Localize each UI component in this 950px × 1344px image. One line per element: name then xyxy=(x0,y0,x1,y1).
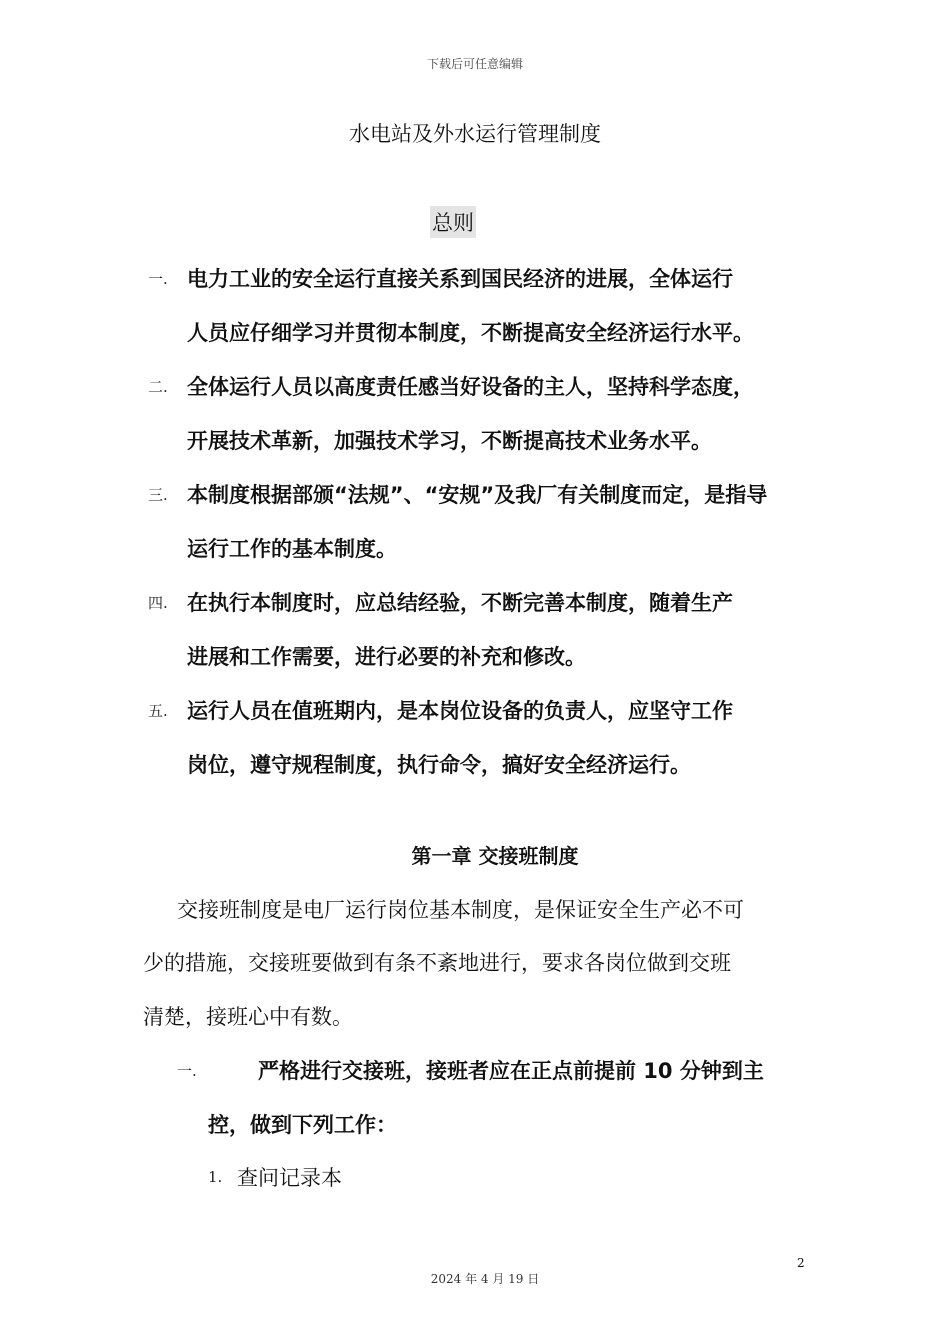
section-heading: 总则 xyxy=(430,206,476,238)
item-line: 人员应仔细学习并贯彻本制度，不断提高安全经济运行水平。 xyxy=(187,321,754,345)
item-line: 电力工业的安全运行直接关系到国民经济的进展，全体运行 xyxy=(187,267,733,291)
item-number: 四. xyxy=(148,594,168,612)
item-number: 1. xyxy=(208,1168,223,1186)
item-number: 一. xyxy=(148,270,168,288)
document-title: 水电站及外水运行管理制度 xyxy=(349,122,601,146)
page-number: 2 xyxy=(797,1256,805,1270)
item-line: 严格进行交接班，接班者应在正点前提前 10 分钟到主 xyxy=(258,1059,764,1083)
paragraph-line: 清楚，接班心中有数。 xyxy=(143,1005,353,1029)
item-line: 运行人员在值班期内，是本岗位设备的负责人，应坚守工作 xyxy=(187,699,733,723)
paragraph-line: 交接班制度是电厂运行岗位基本制度，是保证安全生产必不可 xyxy=(177,898,744,922)
item-line: 进展和工作需要，进行必要的补充和修改。 xyxy=(187,645,586,669)
item-line: 控，做到下列工作： xyxy=(208,1113,397,1137)
paragraph-line: 少的措施，交接班要做到有条不紊地进行，要求各岗位做到交班 xyxy=(143,951,731,975)
item-number: 三. xyxy=(148,486,168,504)
item-line: 在执行本制度时，应总结经验，不断完善本制度，随着生产 xyxy=(187,591,733,615)
item-number: 一. xyxy=(177,1062,197,1080)
chapter-heading: 第一章 交接班制度 xyxy=(411,844,579,868)
item-line: 本制度根据部颁“法规”、“安规”及我厂有关制度而定，是指导 xyxy=(187,483,768,507)
footer-date: 2024 年 4 月 19 日 xyxy=(430,1272,540,1286)
item-number: 二. xyxy=(148,378,168,396)
page-header: 下载后可任意编辑 xyxy=(426,57,523,71)
item-line: 岗位，遵守规程制度，执行命令，搞好安全经济运行。 xyxy=(187,753,691,777)
item-number: 五. xyxy=(148,702,168,720)
item-line: 全体运行人员以高度责任感当好设备的主人，坚持科学态度， xyxy=(187,375,754,399)
item-text: 查问记录本 xyxy=(237,1166,342,1190)
item-line: 运行工作的基本制度。 xyxy=(187,537,397,561)
item-line: 开展技术革新，加强技术学习，不断提高技术业务水平。 xyxy=(187,429,712,453)
